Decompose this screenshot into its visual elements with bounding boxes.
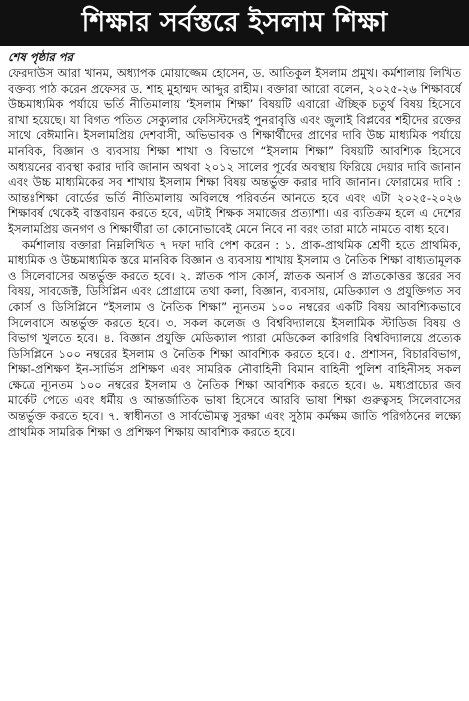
article-paragraph: ফেরদাউস আরা খানম, অধ্যাপক মোয়াজ্জেম হোসেন, ড. আতিকুল ইসলাম প্রমুখ। কর্মশালায় লিখিত বক্তব্য পাঠ করেন প্রফেসর ড. শাহ মুহাম্মদ আব্দুর রাহীম। বক্তারা আরো বলেন, ২০২৫-২৬ শিক্ষাবর্ষে উচ্চমাধ্যমিক পর্যায়ে ভর্তি নীতিমালায় ‘ইসলাম শিক্ষা’ বিষয়টি এবারো ঐচ্ছিক চতুর্থ বিষয় হিসেবে রাখা হয়েছে। যা বিগত পতিত সেক্যুলার ফেসিস্টদেরই পুনরাবৃত্তি এবং জুলাই বিপ্লবের শহীদের রক্তের সাথে বেঈমানি। ইসলামপ্রিয় দেশবাসী, অভিভাবক ও শিক্ষার্থীদের প্রাণের দাবি উচ্চ মাধ্যমিক পর্যায়ে মানবিক, বিজ্ঞান ও ব্যবসায় শিক্ষা শাখা ও বিভাগে “ইসলাম শিক্ষা” বিষয়টি আবশ্যিক হিসেবে অধ্যয়নের ব্যবস্থা করার দাবি জানান অথবা ২০১২ সালের পূর্বের অবস্থায় ফিরিয়ে দেয়ার দাবি জানান এবং উচ্চ মাধ্যমিকের সব শাখায় ইসলাম শিক্ষা বিষয় অন্তর্ভুক্ত করার দাবি জানান। ফোরামের দাবি : আন্তঃশিক্ষা বোর্ডের ভর্তি নীতিমালায় অবিলম্বে পরিবর্তন আনতে হবে এবং এটা ২০২৫-২০২৬ শিক্ষাবর্ষ থেকেই বাস্তবায়ন করতে হবে, এটাই শিক্ষক সমাজের প্রত্যাশা। এর ব্যতিক্রম হলে এ দেশের ইসলামপ্রিয় জনগণ ও শিক্ষার্থীরা তা কোনোভাবেই মেনে নিবে না বরং তারা মাঠে নামতে বাধ্য হবে। bbox=[8, 66, 461, 236]
continued-from-label: শেষ পৃষ্ঠার পর bbox=[8, 50, 73, 64]
article-body bbox=[8, 66, 461, 440]
headline: শিক্ষার সর্বস্তরে ইসলাম শিক্ষা bbox=[81, 7, 388, 38]
article-paragraph: কর্মশালায় বক্তারা নিম্নলিখিত ৭ দফা দাবি পেশ করেন : ১. প্রাক-প্রাথমিক শ্রেণী হতে প্রাথমিক, মাধ্যমিক ও উচ্চমাধ্যমিক স্তরে মানবিক বিজ্ঞান ও ব্যবসায় শাখায় ইসলাম ও নৈতিক শিক্ষা বাধ্যতামূলক ও সিলেবাসের অন্তর্ভুক্ত করতে হবে। ২. স্নাতক পাস কোর্স, স্নাতক অনার্স ও স্নাতকোত্তর স্তরের সব বিষয়, সাবজেক্ট, ডিসিপ্লিন এবং প্রোগ্রামে তথা কলা, বিজ্ঞান, ব্যবসায়, মেডিক্যাল ও প্রযুক্তিগত সব কোর্স ও ডিসিপ্লিনে “ইসলাম ও নৈতিক শিক্ষা” ন্যূনতম ১০০ নম্বরের একটি বিষয় আবশ্যিকভাবে সিলেবাসে অন্তর্ভুক্ত করতে হবে। ৩. সকল কলেজ ও বিশ্ববিদ্যালয়ে ইসলামিক স্টাডিজ বিষয় ও বিভাগ খুলতে হবে। ৪. বিজ্ঞান প্রযুক্তি মেডিক্যাল প্যারা মেডিকেল কারিগরি বিশ্ববিদ্যালয়ে প্রত্যেক ডিসিপ্লিনে ১০০ নম্বরের ইসলাম ও নৈতিক শিক্ষা আবশ্যিক করতে হবে। ৫. প্রশাসন, বিচারবিভাগ, শিক্ষা-প্রশিক্ষণ ইন-সার্ভিস প্রশিক্ষণ এবং সামরিক নৌবাহিনী বিমান বাহিনী পুলিশ বাহিনীসহ সকল ক্ষেত্রে ন্যূনতম ১০০ নম্বরের ইসলাম ও নৈতিক শিক্ষা আবশ্যিক করতে হবে। ৬. মধ্যপ্রাচ্যের জব মার্কেট পেতে এবং ধর্মীয় ও আন্তর্জাতিক ভাষা হিসেবে আরবি ভাষা শিক্ষা গুরুত্বসহ সিলেবাসের অন্তর্ভুক্ত করতে হবে। ৭. স্বাধীনতা ও সার্বভৌমত্ব সুরক্ষা এবং সুঠাম কর্মক্ষম জাতি পরিগঠনের লক্ষ্যে প্রাথমিক সামরিক শিক্ষা ও প্রশিক্ষণ শিক্ষায় আবশ্যিক করতে হবে। bbox=[8, 237, 461, 439]
headline-banner bbox=[0, 0, 469, 46]
